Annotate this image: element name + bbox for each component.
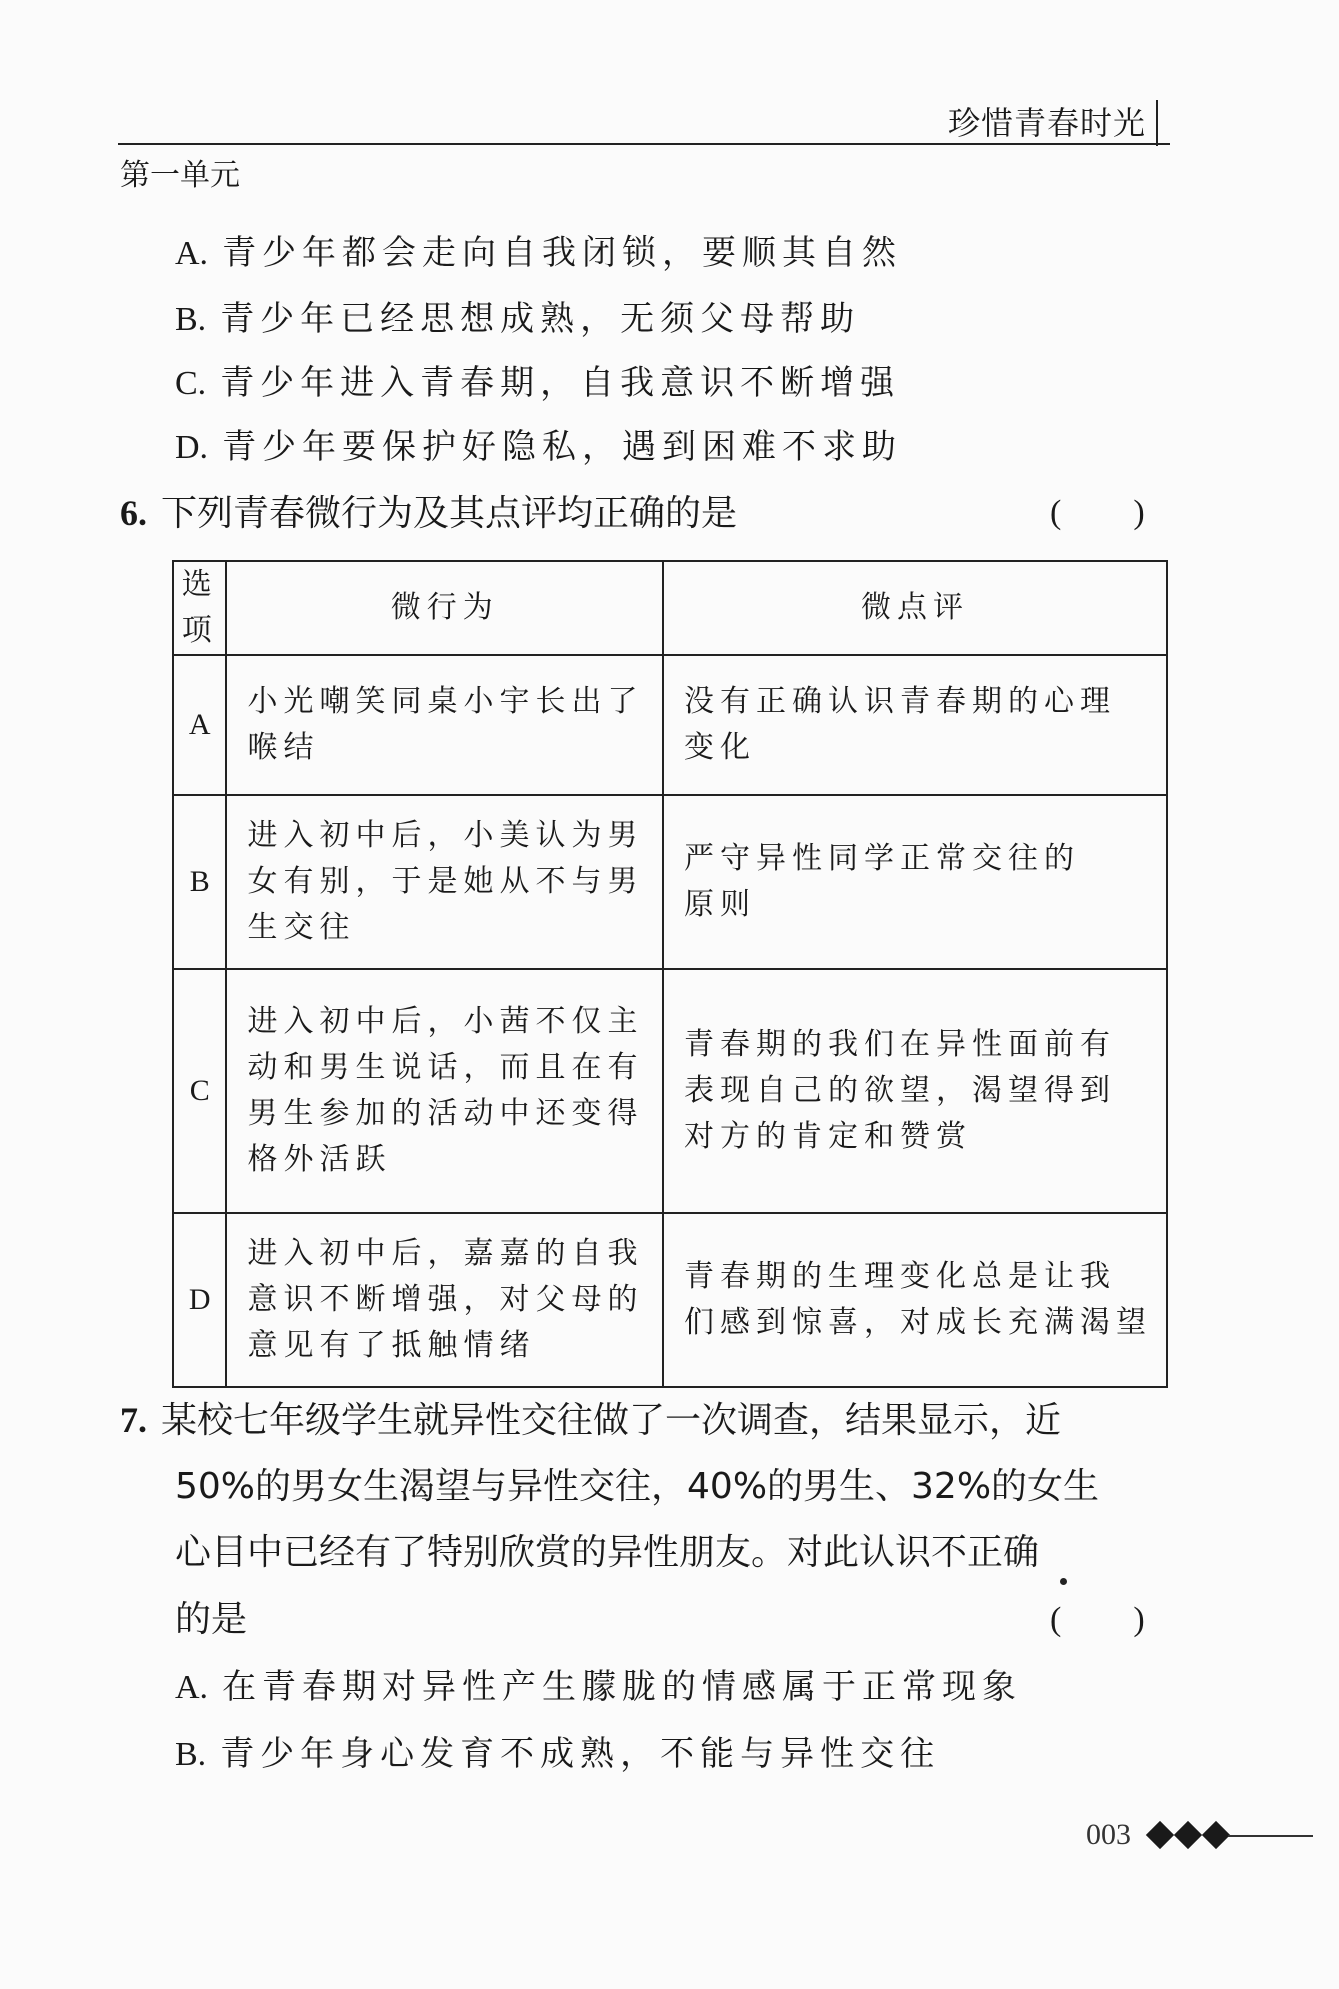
running-header [948,100,1158,146]
table-cell-option: D [173,1213,226,1387]
q6-stem: 6. 下列青春微行为及其点评均正确的是 [120,493,738,534]
q7-stem-line: 50%的男女生渴望与异性交往，40%的男生、32%的女生 [175,1466,1100,1507]
q7-answer-blank: ( ) [1050,1601,1145,1638]
table-cell-option: C [173,969,226,1213]
table-cell-option: B [173,795,226,969]
q6-table [172,560,1168,1388]
table-cell-behavior: 进入初中后，嘉嘉的自我 意识不断增强，对父母的 意见有了抵触情绪 [226,1213,663,1387]
table-header-row [173,561,1167,655]
diamond-icon [1146,1821,1174,1849]
emphasis-dot [1060,1578,1067,1585]
table-row [173,655,1167,795]
q7-option-a: A. 在青春期对异性产生朦胧的情感属于正常现象 [175,1667,1023,1707]
q5-option-a: A. 青少年都会走向自我闭锁，要顺其自然 [175,233,903,273]
table-cell-behavior: 进入初中后，小茜不仅主 动和男生说话，而且在有 男生参加的活动中还变得 格外活跃 [226,969,663,1213]
table-header: 选项 [173,561,226,655]
table-cell-comment: 严守异性同学正常交往的 原则 [663,795,1167,969]
q7-stem-line: 7. 某校七年级学生就异性交往做了一次调查，结果显示，近 [120,1400,1062,1441]
footer-rule [1228,1835,1313,1837]
table-cell-comment: 青春期的生理变化总是让我 们感到惊喜，对成长充满渴望 [663,1213,1167,1387]
table-cell-comment: 没有正确认识青春期的心理 变化 [663,655,1167,795]
chapter-title: 珍惜青春时光 [948,104,1147,142]
q7-stem-line: 心目中已经有了特别欣赏的异性朋友。对此认识不正确 [175,1532,1040,1573]
table-header: 微行为 [226,561,663,655]
q7-stem-line: 的是 [175,1599,248,1640]
unit-label: 第一单元 [120,158,240,193]
page-ornament [1150,1818,1234,1852]
table-cell-option: A [173,655,226,795]
q5-option-c: C. 青少年进入青春期，自我意识不断增强 [175,363,901,403]
table-row [173,795,1167,969]
q5-option-d: D. 青少年要保护好隐私，遇到困难不求助 [175,427,903,467]
table-cell-comment: 青春期的我们在异性面前有 表现自己的欲望，渴望得到 对方的肯定和赞赏 [663,969,1167,1213]
diamond-icon [1174,1821,1202,1849]
table-header: 微点评 [663,561,1167,655]
q5-option-b: B. 青少年已经思想成熟，无须父母帮助 [175,299,861,339]
table-row [173,1213,1167,1387]
page-number: 003 [1086,1818,1131,1851]
table-cell-behavior: 小光嘲笑同桌小宇长出了 喉结 [226,655,663,795]
q7-option-b: B. 青少年身心发育不成熟，不能与异性交往 [175,1734,941,1774]
table-row [173,969,1167,1213]
table-cell-behavior: 进入初中后，小美认为男 女有别，于是她从不与男 生交往 [226,795,663,969]
diamond-icon [1202,1821,1230,1849]
q6-answer-blank: ( ) [1050,494,1145,531]
header-rule [118,143,1170,145]
